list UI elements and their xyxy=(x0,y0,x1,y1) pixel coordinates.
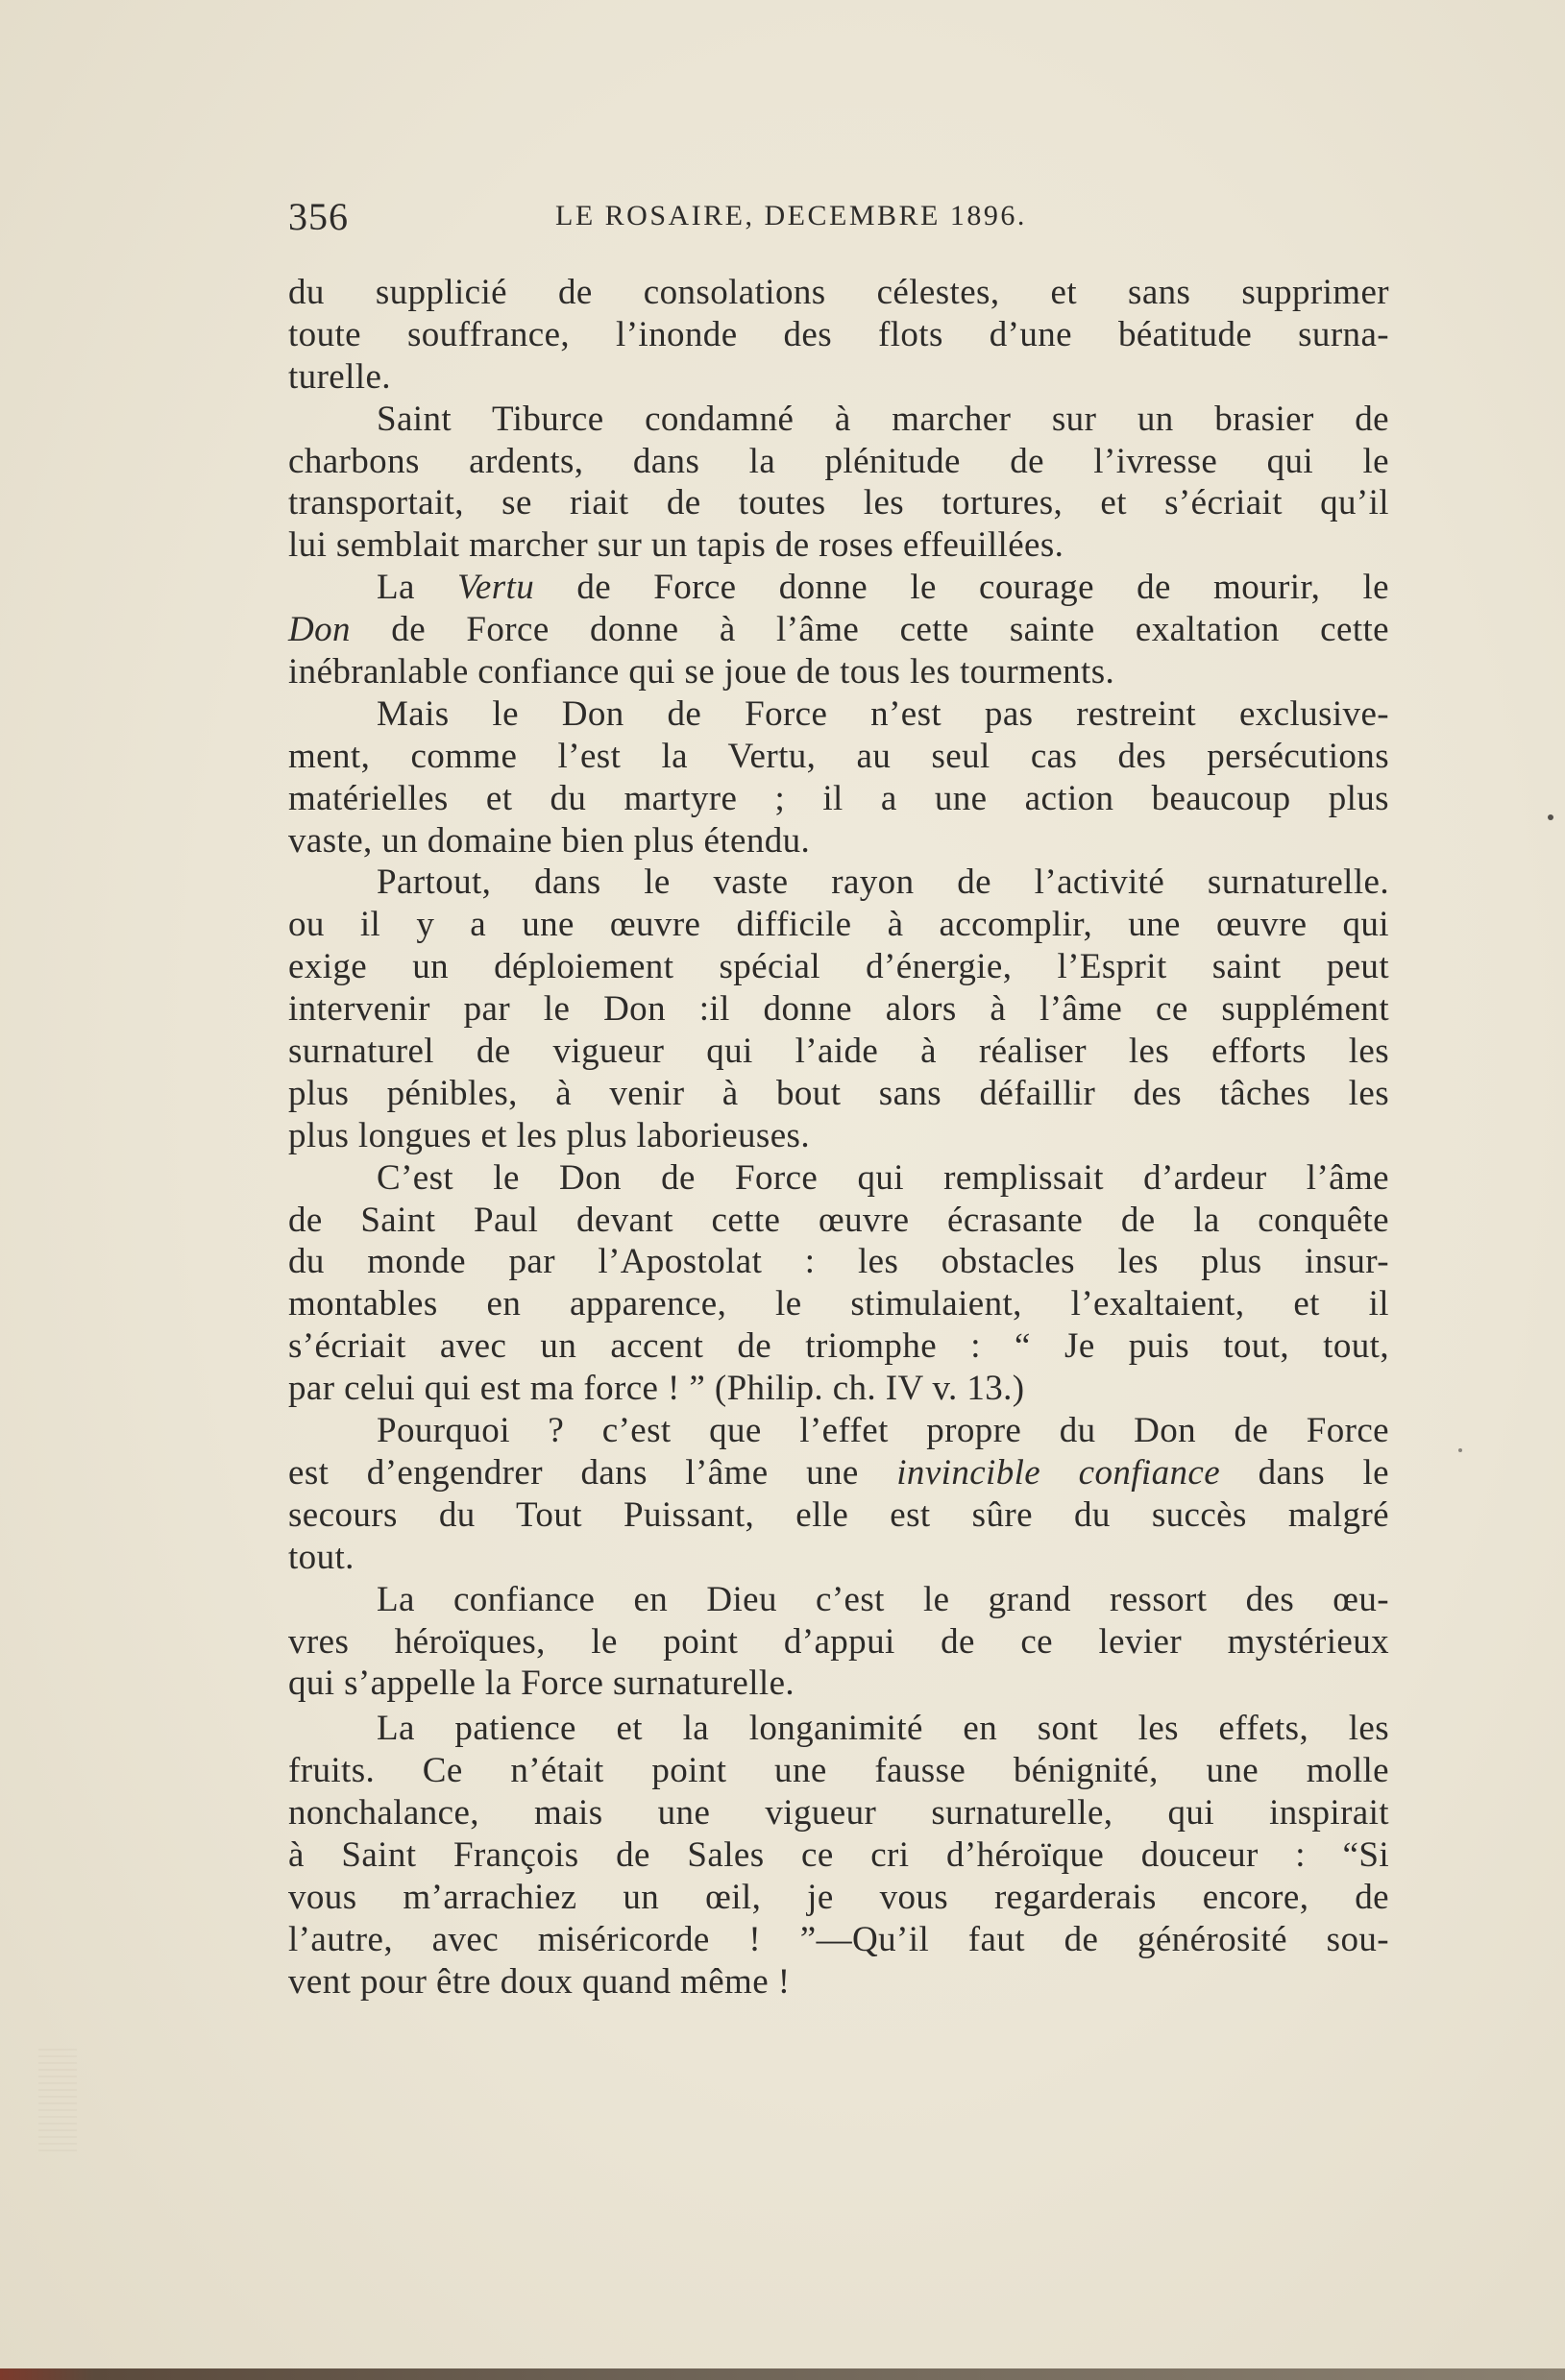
text-line: La patience et la longanimité en sont les effets, les xyxy=(377,1709,1389,1749)
text-line: secours du Tout Puissant, elle est sûre du succès malgré xyxy=(288,1494,1389,1535)
page-edge-texture xyxy=(38,2046,77,2151)
body-text xyxy=(288,272,1389,2004)
text-line: Partout, dans le vaste rayon de l’activité surnaturelle. xyxy=(377,862,1389,903)
text-line: vaste, un domaine bien plus étendu. xyxy=(288,820,811,861)
text-line: matérielles et du martyre ; il a une action beaucoup plus xyxy=(288,778,1389,818)
text-line: qui s’appelle la Force surnaturelle. xyxy=(288,1664,795,1704)
text-line: vent pour être doux quand même ! xyxy=(288,1961,791,2002)
text-line: ou il y a une œuvre difficile à accomplir, une œuvre qui xyxy=(288,905,1389,945)
text-line: par celui qui est ma force ! ” (Philip. ch. IV v. 13.) xyxy=(288,1369,1025,1409)
text-line: lui semblait marcher sur un tapis de roses effeuillées. xyxy=(288,525,1064,566)
text-line: C’est le Don de Force qui remplissait d’ardeur l’âme xyxy=(377,1157,1389,1198)
text-line: vres héroïques, le point d’appui de ce levier mystérieux xyxy=(288,1621,1389,1662)
text-line: Mais le Don de Force n’est pas restreint exclusive- xyxy=(377,693,1389,734)
text-line: du monde par l’Apostolat : les obstacles les plus insur- xyxy=(288,1242,1389,1282)
text-line: surnaturel de vigueur qui l’aide à réaliser les efforts les xyxy=(288,1032,1389,1072)
text-line: intervenir par le Don :il donne alors à l’âme ce supplément xyxy=(288,989,1389,1030)
text-line: charbons ardents, dans la plénitude de l’ivresse qui le xyxy=(288,441,1389,481)
text-line: à Saint François de Sales ce cri d’héroïque douceur : “Si xyxy=(288,1834,1389,1875)
running-head: LE ROSAIRE, DECEMBRE 1896. xyxy=(555,200,1027,231)
text-line: transportait, se riait de toutes les tortures, et s’écriait qu’il xyxy=(288,483,1389,523)
page-number: 356 xyxy=(288,195,349,238)
text-line: vous m’arrachiez un œil, je vous regarderais encore, de xyxy=(288,1877,1389,1917)
text-line: toute souffrance, l’inonde des flots d’une béatitude surna- xyxy=(288,314,1389,354)
text-line: La Vertu de Force donne le courage de mourir, le xyxy=(377,568,1389,608)
text-line: l’autre, avec miséricorde ! ”—Qu’il faut de générosité sou- xyxy=(288,1919,1389,1959)
text-line: turelle. xyxy=(288,356,391,397)
text-line: La confiance en Dieu c’est le grand ressort des œu- xyxy=(377,1579,1389,1619)
page-header xyxy=(288,194,1374,242)
text-line: tout. xyxy=(288,1537,355,1577)
text-line: de Saint Paul devant cette œuvre écrasante de la conquête xyxy=(288,1200,1389,1240)
text-line: plus pénibles, à venir à bout sans défaillir des tâches les xyxy=(288,1073,1389,1113)
text-line: Saint Tiburce condamné à marcher sur un brasier de xyxy=(377,399,1389,439)
page-bottom-edge xyxy=(0,2368,1565,2380)
text-line: est d’engendrer dans l’âme une invincible confiance dans le xyxy=(288,1452,1389,1493)
text-line: Don de Force donne à l’âme cette sainte exaltation cette xyxy=(288,610,1389,650)
text-line: plus longues et les plus laborieuses. xyxy=(288,1115,811,1155)
ink-speck xyxy=(1548,814,1553,820)
text-line: Pourquoi ? c’est que l’effet propre du Don de Force xyxy=(377,1411,1389,1451)
text-line: exige un déploiement spécial d’énergie, l’Esprit saint peut xyxy=(288,947,1389,987)
ink-speck xyxy=(1458,1448,1462,1452)
text-line: montables en apparence, le stimulaient, l’exaltaient, et il xyxy=(288,1284,1389,1324)
text-line: fruits. Ce n’était point une fausse bénignité, une molle xyxy=(288,1751,1389,1791)
text-line: nonchalance, mais une vigueur surnaturelle, qui inspirait xyxy=(288,1793,1389,1834)
text-line: s’écriait avec un accent de triomphe : “ Je puis tout, tout, xyxy=(288,1326,1389,1367)
text-line: inébranlable confiance qui se joue de tous les tourments. xyxy=(288,652,1115,692)
text-line: du supplicié de consolations célestes, et sans supprimer xyxy=(288,273,1389,312)
text-line: ment, comme l’est la Vertu, au seul cas des persécutions xyxy=(288,736,1389,776)
